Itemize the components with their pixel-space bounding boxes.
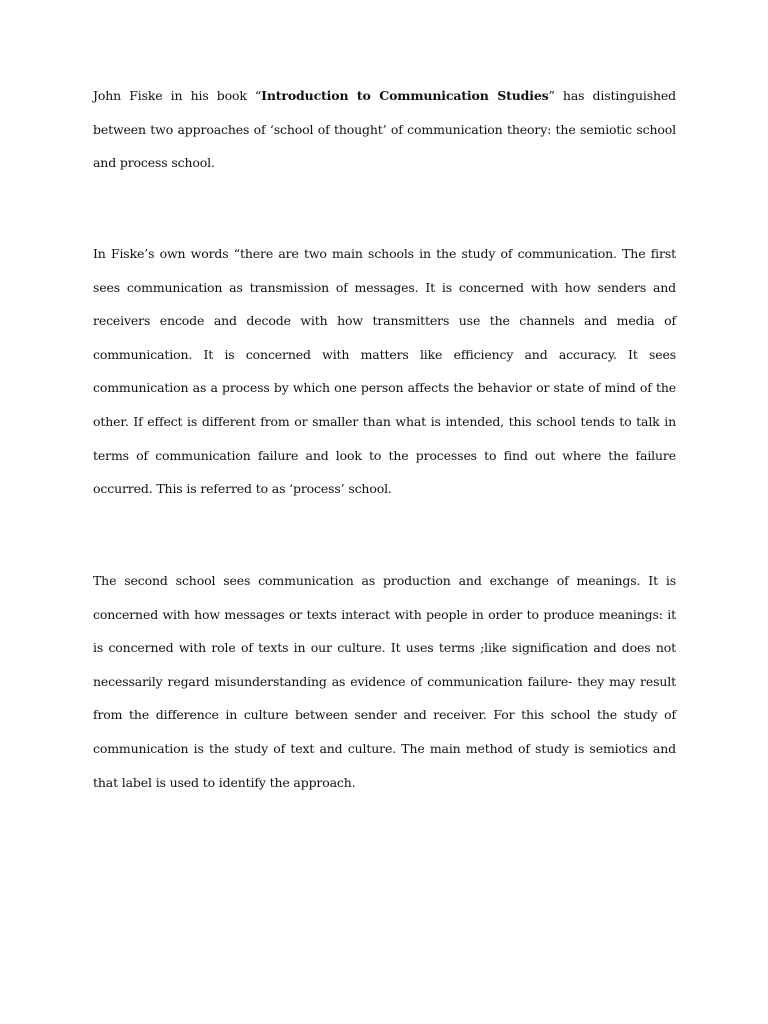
paragraph-1-rest-text: ” has distinguished between two approaches of ‘school of thought’ of communication theory: the semiotic school and process school.: [93, 88, 676, 171]
paragraph-semiotic-school: The second school sees communication as production and exchange of meanings. It is concerned with how messages or texts interact with people in order to produce meanings: it is concerned with role of texts in our culture. It uses terms ;like signification and does not necessarily regard misunderstanding as evidence of communication failure- they may result from the difference in culture between sender and receiver. For this school the study of communication is the study of text and culture. The main method of study is semiotics and that label is used to identify the approach.: [93, 573, 676, 790]
paragraph-1-lead-text: John Fiske in his book “: [93, 88, 262, 103]
paragraph-process-school: In Fiske’s own words “there are two main schools in the study of communication. The first sees communication as transmission of messages. It is concerned with how senders and receivers encode and decode with how transmitters use the channels and media of communication. It is concerned with matters like efficiency and accuracy. It sees communication as a process by which one person affects the behavior or state of mind of the other. If effect is different from or smaller than what is intended, this school tends to talk in terms of communication failure and look to the processes to find out where the failure occurred. This is referred to as ‘process’ school.: [93, 246, 676, 497]
paragraph-fiske-intro: [93, 79, 676, 180]
book-title: Introduction to Communication Studies: [261, 88, 549, 103]
